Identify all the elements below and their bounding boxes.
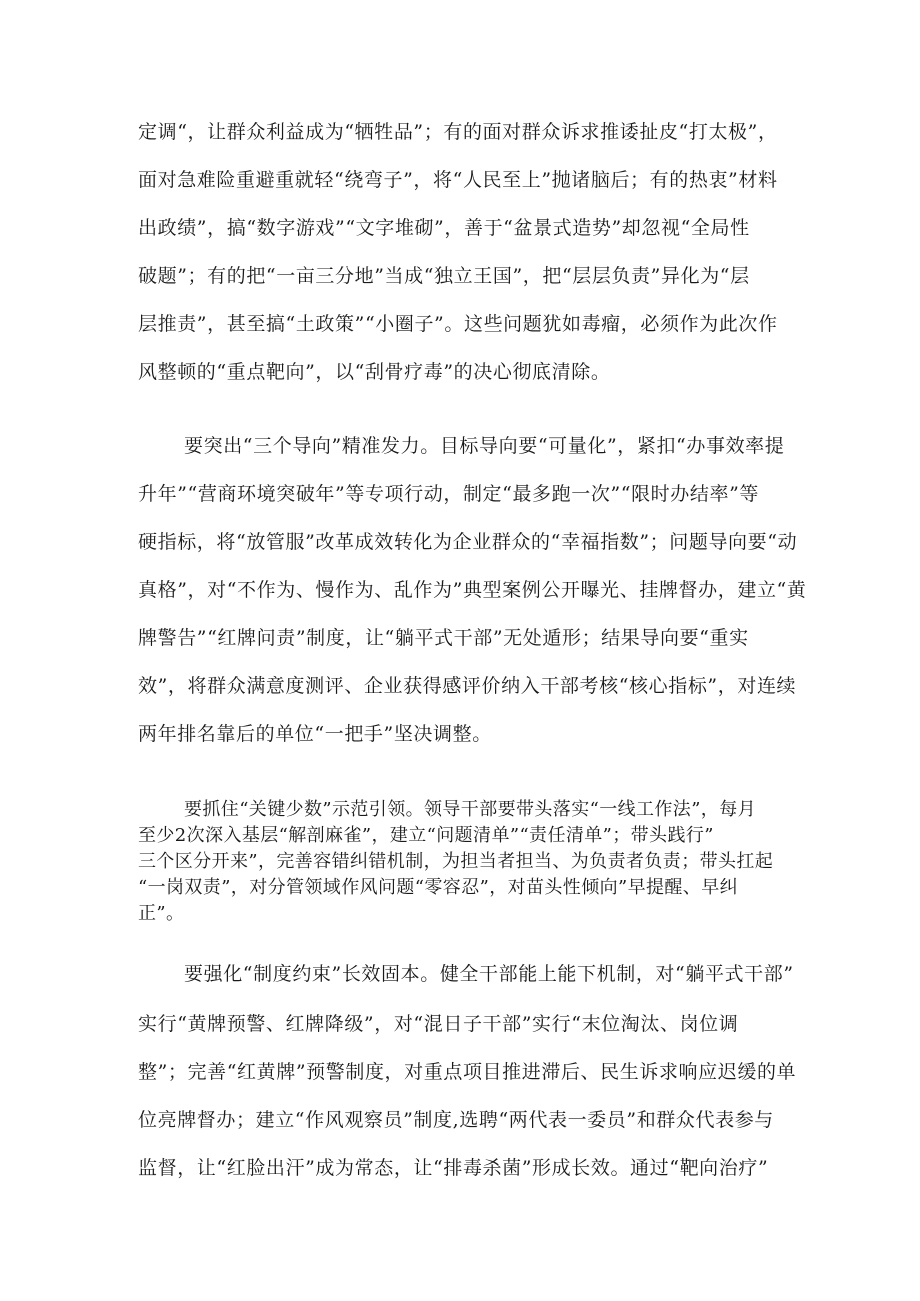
text-line: 效”，将群众满意度测评、企业获得感评价纳入干部考核“核心指标”，对连续 <box>138 675 797 697</box>
text-line: 破题”；有的把“一亩三分地”当成“独立王国”，把“层层负责”异化为“层 <box>138 265 750 287</box>
text-line: 两年排名靠后的单位“一把手”坚决调整。 <box>138 723 492 745</box>
text-line: 至少2次深入基层“解剖麻雀”，建立“问题清单”“责任清单”；带头践行” <box>138 825 714 846</box>
text-line: “一岗双责”，对分管领域作风问题“零容忍”，对苗头性倾向”早提醒、早纠 <box>138 877 739 898</box>
text-line: 整”；完善“红黄牌”预警制度，对重点项目推进滞后、民生诉求响应迟缓的单 <box>138 1061 797 1083</box>
text-line: 牌警告”“红牌问责”制度，让“躺平式干部”无处遁形；结果导向要“重实 <box>138 627 749 649</box>
text-line: 真格”，对“不作为、慢作为、乱作为”典型案例公开曝光、挂牌督办，建立“黄 <box>138 579 807 601</box>
text-line: 要强化“制度约束”长效固本。健全干部能上能下机制，对“躺平式干部” <box>184 963 794 985</box>
text-line: 硬指标，将“放管服”改革成效转化为企业群众的“幸福指数”；问题导向要“动 <box>138 531 798 553</box>
text-line: 实行“黄牌预警、红牌降级”，对“混日子干部”实行“末位淘汰、岗位调 <box>138 1013 739 1035</box>
text-line: 升年”“营商环境突破年”等专项行动，制定“最多跑一次”“限时办结率”等 <box>138 483 759 505</box>
text-line: 监督，让“红脸出汗”成为常态，让“排毒杀菌”形成长效。通过“靶向治疗” <box>138 1157 769 1179</box>
text-line: 正”。 <box>138 903 185 924</box>
text-line: 层推责”，甚至搞“土政策”“小圈子”。这些问题犹如毒瘤，必须作为此次作 <box>138 313 778 335</box>
text-line: 三个区分开来”，完善容错纠错机制，为担当者担当、为负责者负责；带头扛起 <box>138 851 774 872</box>
text-line: 出政绩”，搞“数字游戏”“文字堆砌”，善于“盆景式造势”却忽视“全局性 <box>138 217 750 239</box>
text-line: 定调“，让群众利益成为“牺牲品”；有的面对群众诉求推诿扯皮“打太极”， <box>138 121 778 143</box>
text-line: 要抓住“关键少数”示范引领。领导干部要带头落实“一线工作法”，每月 <box>184 799 757 820</box>
text-line: 风整顿的“重点靶向”，以“刮骨疗毒”的决心彻底清除。 <box>138 361 611 383</box>
text-line: 位亮牌督办；建立“作风观察员”制度,选聘“两代表一委员”和群众代表参与 <box>138 1109 774 1131</box>
text-line: 面对急难险重避重就轻“绕弯子”，将“人民至上”抛诸脑后；有的热衷”材料 <box>138 169 778 191</box>
text-line: 要突出“三个导向”精准发力。目标导向要“可量化”，紧扣“办事效率提 <box>184 435 785 457</box>
